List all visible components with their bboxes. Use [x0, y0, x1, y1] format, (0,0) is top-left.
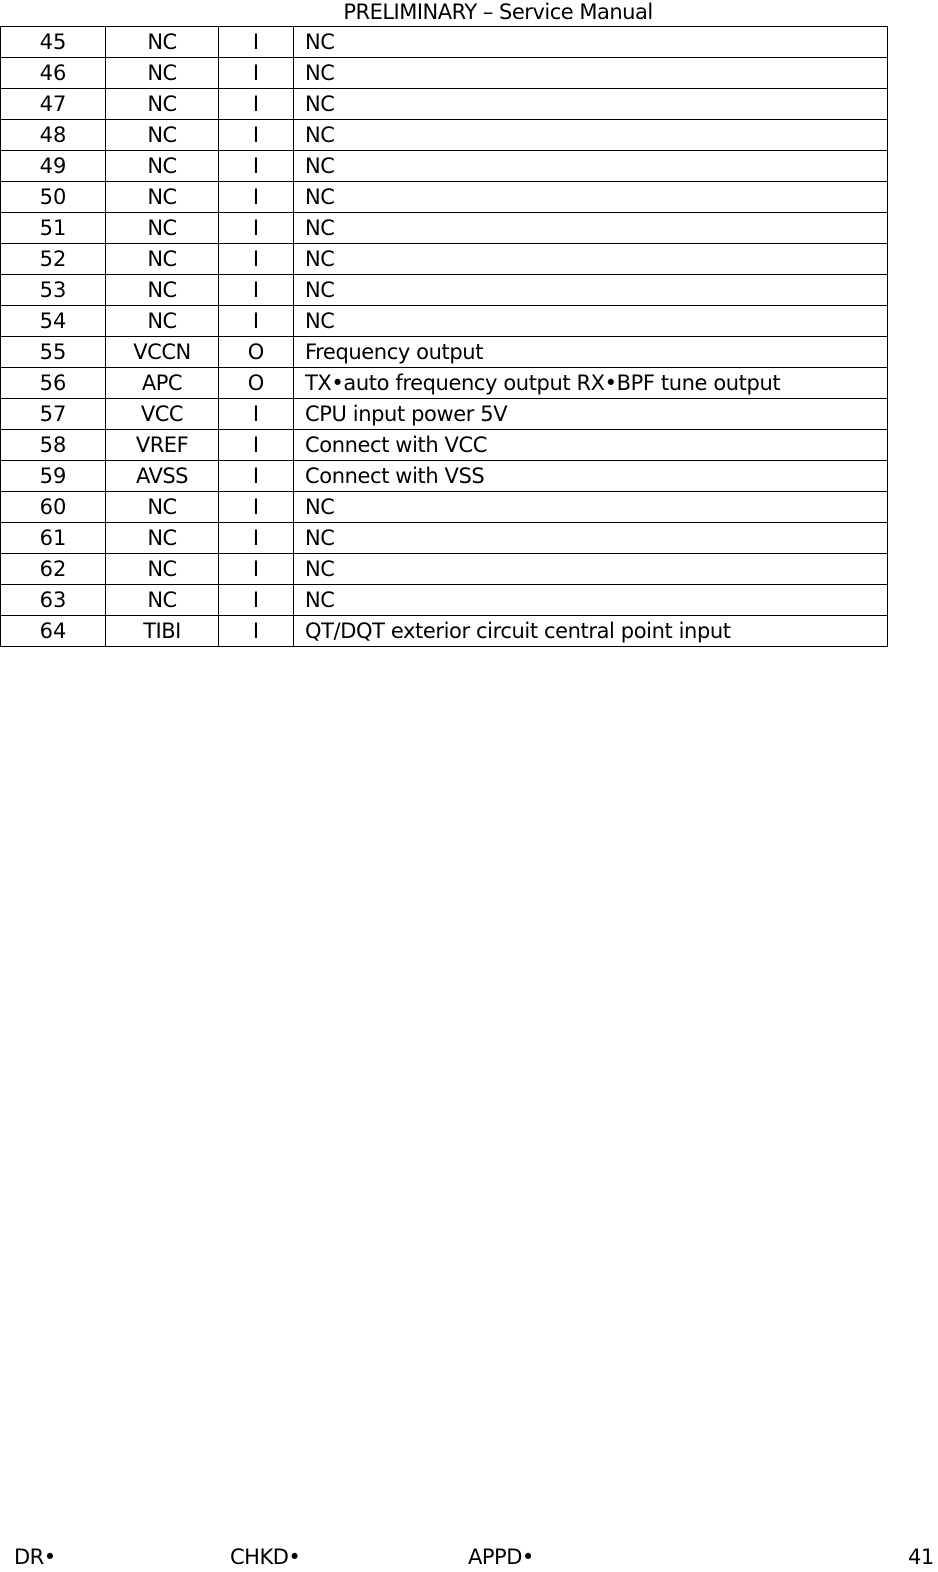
pin-io-cell: O — [219, 368, 294, 399]
pin-name-cell: NC — [106, 58, 219, 89]
pin-name-cell: NC — [106, 213, 219, 244]
footer-approved-by-label: APPD• — [468, 1545, 534, 1569]
table-row — [1, 492, 888, 523]
pin-number-cell: 47 — [1, 89, 106, 120]
pin-number-cell: 50 — [1, 182, 106, 213]
pin-description-cell: NC — [294, 306, 888, 337]
pin-io-cell: I — [219, 461, 294, 492]
pin-name-cell: NC — [106, 182, 219, 213]
pin-number-cell: 53 — [1, 275, 106, 306]
pin-description-cell: NC — [294, 244, 888, 275]
pin-io-cell: I — [219, 523, 294, 554]
pin-number-cell: 60 — [1, 492, 106, 523]
pin-name-cell: APC — [106, 368, 219, 399]
pin-name-cell: AVSS — [106, 461, 219, 492]
table-row — [1, 554, 888, 585]
table-row — [1, 306, 888, 337]
pin-number-cell: 49 — [1, 151, 106, 182]
pin-io-cell: I — [219, 120, 294, 151]
pin-name-cell: NC — [106, 244, 219, 275]
pin-io-cell: I — [219, 27, 294, 58]
pin-number-cell: 55 — [1, 337, 106, 368]
pin-number-cell: 56 — [1, 368, 106, 399]
pin-io-cell: I — [219, 244, 294, 275]
table-row — [1, 27, 888, 58]
pin-description-cell: NC — [294, 585, 888, 616]
page-header-title: PRELIMINARY – Service Manual — [343, 0, 653, 24]
footer-checked-by-label: CHKD• — [230, 1545, 301, 1569]
pin-io-cell: I — [219, 554, 294, 585]
pin-description-cell: Connect with VSS — [294, 461, 888, 492]
pin-number-cell: 62 — [1, 554, 106, 585]
pin-name-cell: NC — [106, 585, 219, 616]
pin-description-cell: TX•auto frequency output RX•BPF tune output — [294, 368, 888, 399]
pin-io-cell: I — [219, 151, 294, 182]
pin-io-cell: I — [219, 58, 294, 89]
pin-description-cell: NC — [294, 58, 888, 89]
pin-name-cell: VCC — [106, 399, 219, 430]
pin-number-cell: 46 — [1, 58, 106, 89]
pin-io-cell: I — [219, 306, 294, 337]
pin-number-cell: 61 — [1, 523, 106, 554]
pin-io-cell: I — [219, 89, 294, 120]
table-row — [1, 368, 888, 399]
pin-number-cell: 57 — [1, 399, 106, 430]
pin-name-cell: NC — [106, 306, 219, 337]
pin-io-cell: I — [219, 399, 294, 430]
pin-io-cell: I — [219, 585, 294, 616]
pin-description-cell: CPU input power 5V — [294, 399, 888, 430]
table-row — [1, 616, 888, 647]
table-row — [1, 58, 888, 89]
table-row — [1, 461, 888, 492]
pin-description-table — [0, 26, 888, 647]
table-row — [1, 120, 888, 151]
table-row — [1, 523, 888, 554]
pin-name-cell: NC — [106, 120, 219, 151]
pin-io-cell: I — [219, 275, 294, 306]
pin-description-cell: Connect with VCC — [294, 430, 888, 461]
pin-io-cell: I — [219, 430, 294, 461]
pin-name-cell: NC — [106, 27, 219, 58]
pin-name-cell: NC — [106, 523, 219, 554]
table-row — [1, 585, 888, 616]
pin-name-cell: NC — [106, 89, 219, 120]
pin-number-cell: 64 — [1, 616, 106, 647]
pin-name-cell: TIBI — [106, 616, 219, 647]
pin-io-cell: I — [219, 213, 294, 244]
table-row — [1, 244, 888, 275]
pin-description-cell: Frequency output — [294, 337, 888, 368]
pin-io-cell: I — [219, 492, 294, 523]
pin-description-cell: NC — [294, 275, 888, 306]
pin-description-cell: NC — [294, 554, 888, 585]
table-row — [1, 89, 888, 120]
pin-io-cell: O — [219, 337, 294, 368]
pin-name-cell: NC — [106, 492, 219, 523]
pin-description-cell: NC — [294, 182, 888, 213]
table-row — [1, 182, 888, 213]
pin-number-cell: 63 — [1, 585, 106, 616]
page-number: 41 — [908, 1545, 934, 1569]
pin-number-cell: 59 — [1, 461, 106, 492]
table-row — [1, 151, 888, 182]
pin-name-cell: VCCN — [106, 337, 219, 368]
table-row — [1, 399, 888, 430]
pin-name-cell: NC — [106, 151, 219, 182]
table-row — [1, 275, 888, 306]
pin-io-cell: I — [219, 182, 294, 213]
table-row — [1, 213, 888, 244]
pin-number-cell: 51 — [1, 213, 106, 244]
pin-description-cell: NC — [294, 492, 888, 523]
pin-name-cell: VREF — [106, 430, 219, 461]
pin-table-body — [1, 27, 888, 647]
pin-name-cell: NC — [106, 275, 219, 306]
pin-number-cell: 45 — [1, 27, 106, 58]
pin-description-cell: NC — [294, 151, 888, 182]
pin-number-cell: 52 — [1, 244, 106, 275]
footer-drawn-by-label: DR• — [14, 1545, 56, 1569]
pin-number-cell: 54 — [1, 306, 106, 337]
pin-name-cell: NC — [106, 554, 219, 585]
pin-io-cell: I — [219, 616, 294, 647]
pin-description-cell: QT/DQT exterior circuit central point input — [294, 616, 888, 647]
pin-description-cell: NC — [294, 27, 888, 58]
table-row — [1, 430, 888, 461]
pin-description-cell: NC — [294, 523, 888, 554]
pin-description-cell: NC — [294, 89, 888, 120]
pin-description-cell: NC — [294, 120, 888, 151]
table-row — [1, 337, 888, 368]
pin-number-cell: 58 — [1, 430, 106, 461]
pin-number-cell: 48 — [1, 120, 106, 151]
pin-description-cell: NC — [294, 213, 888, 244]
